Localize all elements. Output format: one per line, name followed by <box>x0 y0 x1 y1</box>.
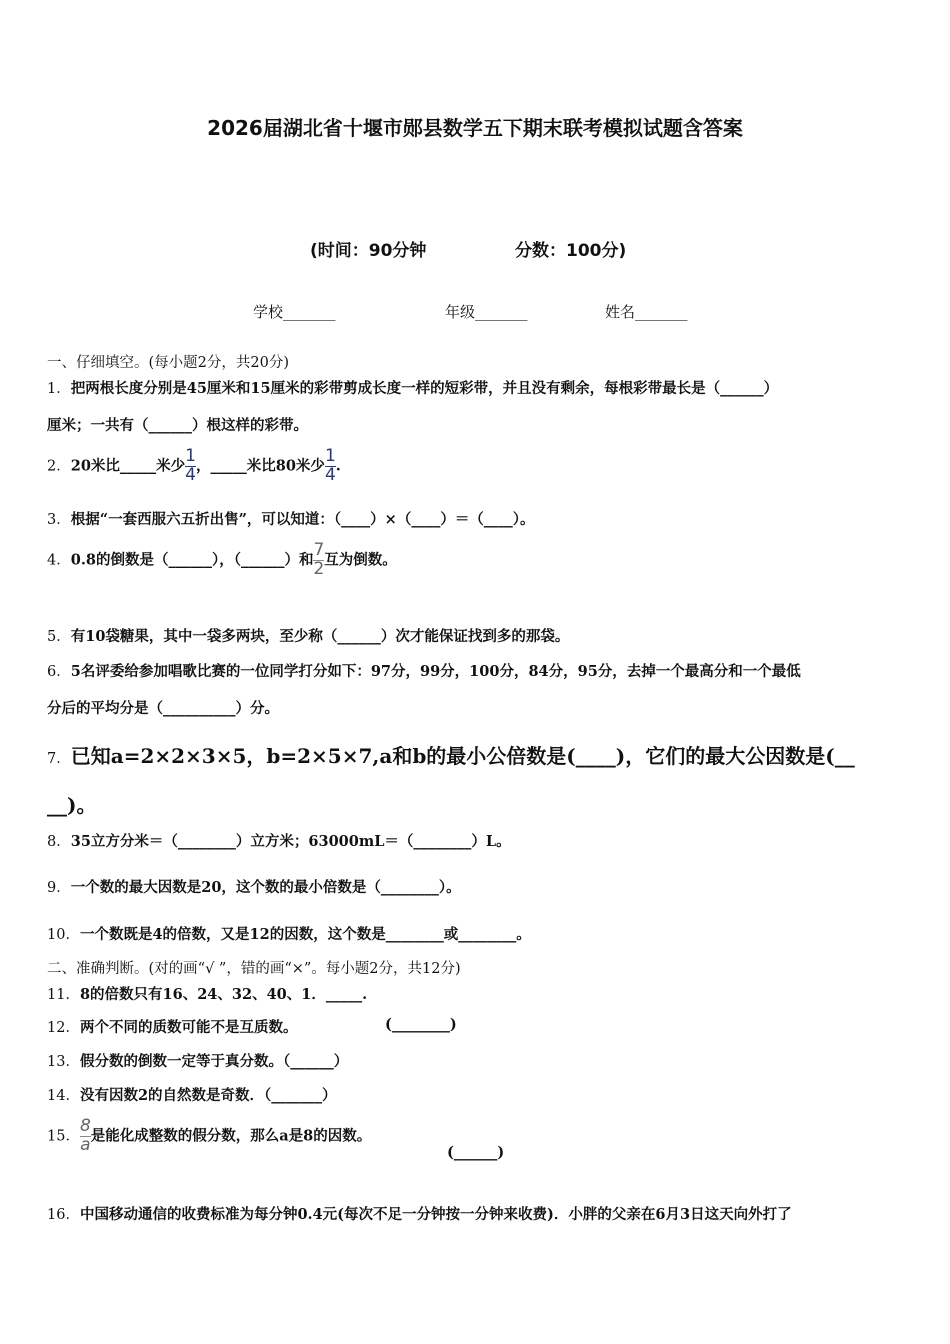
question-text: ，_____米比80米少 <box>196 457 325 475</box>
question-text: 20米比_____米少 <box>70 457 186 475</box>
question-text: . <box>335 457 341 475</box>
question-1-continued: 厘米；一共有（______）根这样的彩带。 <box>47 417 308 434</box>
question-10 <box>47 923 531 944</box>
question-text: 两个不同的质数可能不是互质数。 <box>79 1019 298 1036</box>
question-number: 15． <box>47 1128 80 1145</box>
question-number: 5． <box>47 629 71 645</box>
question-5 <box>47 625 569 646</box>
exam-time: (时间：90分钟 <box>310 241 427 261</box>
question-text: 有10袋糖果，其中一袋多两块，至少称（______）次才能保证找到多的那袋。 <box>70 628 570 645</box>
question-text: 没有因数2的自然数是奇数．（_______） <box>79 1087 337 1104</box>
question-8 <box>47 830 511 851</box>
question-text: 已知a=2×2×3×5，b=2×5×7,a和b的最小公倍数是(____)，它们的最大公因数是(__ <box>70 744 855 768</box>
fraction-denominator: 2 <box>313 558 325 579</box>
question-15 <box>47 1118 371 1155</box>
question-number: 13． <box>47 1054 80 1070</box>
question-number: 12． <box>47 1020 80 1036</box>
question-text: 35立方分米＝（________）立方米；63000mL＝（________）L。 <box>70 833 511 850</box>
question-text: 把两根长度分别是45厘米和15厘米的彩带剪成长度一样的短彩带，并且没有剩余，每根彩带最长是（______） <box>70 380 779 397</box>
question-number: 1． <box>47 381 71 397</box>
fraction-numerator: 8 <box>79 1116 91 1136</box>
question-1 <box>47 377 778 398</box>
question-text: 中国移动通信的收费标准为每分钟0.4元(每次不足一分钟按一分钟来收费)．小胖的父亲在6月3日这天向外打了 <box>79 1206 792 1223</box>
question-text: 假分数的倒数一定等于真分数。（______） <box>79 1053 349 1070</box>
question-text: 5名评委给参加唱歌比赛的一位同学打分如下：97分，99分，100分，84分，95分，去掉一个最高分和一个最低 <box>70 663 801 680</box>
name-field: 姓名_______ <box>605 303 688 321</box>
question-number: 3． <box>47 512 71 528</box>
fraction-seven-halves <box>313 542 324 579</box>
question-number: 11． <box>47 987 80 1003</box>
fraction-numerator: 1 <box>324 446 336 466</box>
question-6-continued: 分后的平均分是（__________）分。 <box>47 700 279 717</box>
question-7 <box>47 740 855 769</box>
question-number: 7． <box>47 751 71 767</box>
question-3 <box>47 508 535 529</box>
answer-blank: (________) <box>385 1016 457 1033</box>
question-text: 是能化成整数的假分数，那么a是8的因数。 <box>90 1127 372 1145</box>
question-11 <box>47 983 367 1004</box>
fraction-denominator: 4 <box>324 464 336 485</box>
question-text: 互为倒数。 <box>324 551 397 569</box>
fraction-one-quarter <box>185 448 196 485</box>
grade-field: 年级_______ <box>445 303 528 321</box>
question-number: 8． <box>47 834 71 850</box>
question-text: 根据“一套西服六五折出售”，可以知道：（____）×（____）＝（____）。 <box>70 511 535 528</box>
question-14 <box>47 1084 337 1105</box>
question-number: 6． <box>47 664 71 680</box>
fraction-denominator: 4 <box>185 464 196 485</box>
question-number: 9． <box>47 880 71 896</box>
question-12 <box>47 1016 297 1037</box>
answer-blank: (______) <box>447 1144 505 1161</box>
question-6 <box>47 660 801 681</box>
question-number: 16． <box>47 1207 80 1223</box>
question-text: 0.8的倒数是（______），（______）和 <box>70 551 314 569</box>
section-heading-true-false: 二、准确判断。(对的画“√ ”，错的画“×”。每小题2分，共12分) <box>47 961 461 977</box>
question-4 <box>47 542 397 579</box>
fraction-numerator: 1 <box>185 446 196 466</box>
fraction-eight-over-a <box>80 1118 91 1155</box>
question-text: 8的倍数只有16、24、32、40、1．_____. <box>79 986 368 1003</box>
question-13 <box>47 1050 348 1071</box>
question-number: 4． <box>47 552 71 569</box>
fraction-one-quarter <box>325 448 336 485</box>
exam-score: 分数：100分) <box>515 241 627 261</box>
question-text: 一个数既是4的倍数，又是12的因数，这个数是________或________。 <box>79 926 531 943</box>
question-7-continued: __)。 <box>47 793 97 817</box>
question-16 <box>47 1203 792 1224</box>
question-number: 14． <box>47 1088 80 1104</box>
question-9 <box>47 876 461 897</box>
fraction-denominator: a <box>80 1134 91 1155</box>
section-heading-fill-blank: 一、仔细填空。(每小题2分，共20分) <box>47 355 289 371</box>
question-number: 2． <box>47 458 71 475</box>
question-text: 一个数的最大因数是20，这个数的最小倍数是（________）。 <box>70 879 461 896</box>
fraction-numerator: 7 <box>313 540 325 560</box>
question-2 <box>47 448 341 485</box>
page-title: 2026届湖北省十堰市郧县数学五下期末联考模拟试题含答案 <box>207 116 743 140</box>
question-number: 10． <box>47 927 80 943</box>
school-field: 学校_______ <box>253 303 336 321</box>
